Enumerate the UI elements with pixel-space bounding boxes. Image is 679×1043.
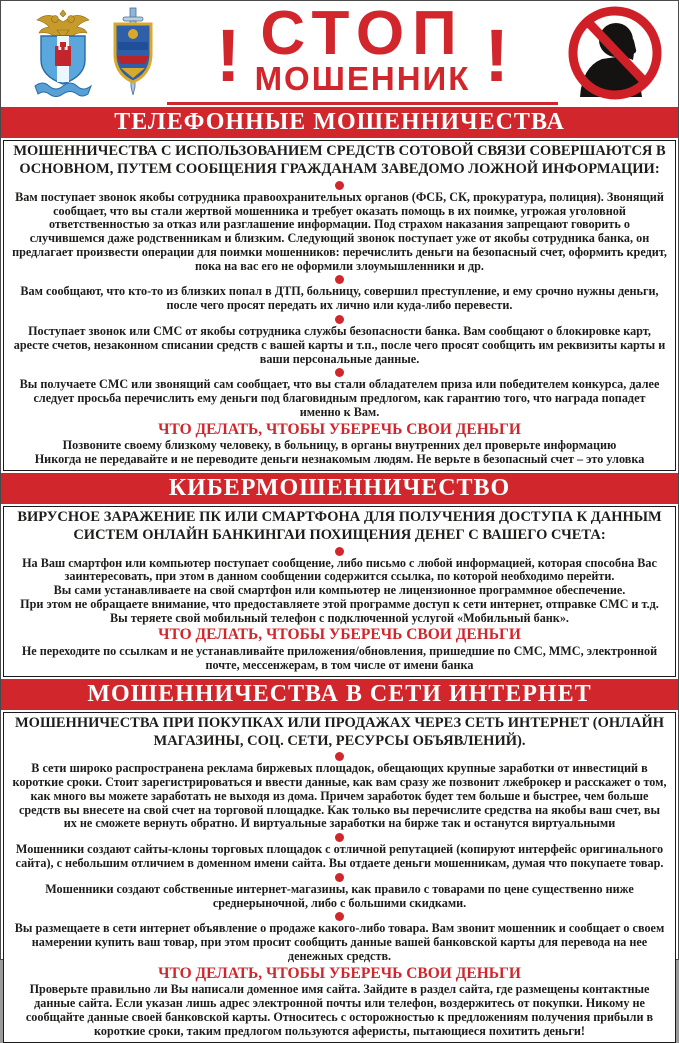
section-cyber — [3, 506, 676, 676]
internet-bullet: В сети широко распространена реклама биржевых площадок, обещающих крупные заработки от инвестиций в короткие сроки. Стоит зарегистрироваться и ввести данные, как вам сразу же позвонит лжеброкер и расскажет о том, как много вы можете заработать не выходя из дома. Причем заработок будет тем больше и быстрее, чем больше средств вы внесете на свой счет на торговой площадке. Как только вы перечислите средства на якобы ваш счет, вы их не сможете вернуть обратно. И виртуальные заработки на бирже так и останутся виртуальными — [12, 761, 667, 831]
bullet-dot — [335, 547, 344, 556]
internet-bullet: Мошенники создают собственные интернет-магазины, как правило с товарами по цене существенно ниже среднерыночной, либо с большими скидками. — [45, 881, 634, 910]
internet-bullet: Мошенники создают сайты-клоны торговых площадок с отличной репутацией (копируют интерфейс оригинального сайта), с небольшим отличием в доменном имени сайта. Вы отдаете деньги мошенникам, думая что покупаете товар. — [15, 842, 664, 871]
emblem-group — [31, 6, 159, 105]
cyber-point: Вы сами устанавливаете на свой смартфон или компьютер не лицензионное программное обеспечение. — [53, 583, 626, 598]
police-emblem-icon — [31, 6, 95, 103]
phone-intro-text: МОШЕННИЧЕСТВА С ИСПОЛЬЗОВАНИЕМ СРЕДСТВ СОТОВОЙ СВЯЗИ СОВЕРШАЮТСЯ В ОСНОВНОМ, ПУТЕМ СООБЩЕНИЯ ГРАЖДАНАМ ЗАВЕДОМО ЛОЖНОЙ ИНФОРМАЦИИ: — [13, 143, 666, 178]
section-internet — [3, 712, 676, 1043]
public-council-emblem-icon — [107, 6, 159, 105]
section-banner-internet: МОШЕННИЧЕСТВА В СЕТИ ИНТЕРНЕТ — [1, 679, 678, 710]
exclamation-right: ! — [484, 13, 510, 97]
phone-bullet: Поступает звонок или СМС от якобы сотрудника службы безопасности банка. Вам сообщают о блокировке карт, аресте счетов, незаконном списании средств с вашей карты и т.п., после чего просят сообщить им реквизиты карты и ваши персональные данные. — [13, 324, 666, 366]
bullet-dot — [335, 368, 344, 377]
section-phone — [3, 140, 676, 470]
cyber-point: При этом не обращаете внимание, что предоставляете этой программе доступ к сети интернет, отправке СМС и т.д. — [20, 596, 659, 611]
cyber-point: Вы теряете свой мобильный телефон с подключенной услугой «Мобильный банк». — [110, 610, 569, 625]
what-to-do-heading: ЧТО ДЕЛАТЬ, ЧТОБЫ УБЕРЕЧЬ СВОИ ДЕНЬГИ — [158, 420, 521, 438]
no-phone-sign-icon — [566, 4, 664, 107]
phone-bullet: Вы получаете СМС или звонящий сам сообщает, что вы стали обладателем приза или победителем конкурса, далее следует просьба перечислить ему деньги под благовидным предлогом, как гарантию того, что награда попадет именно к Вам. — [19, 377, 660, 419]
internet-bullet: Вы размещаете в сети интернет объявление о продаже какого-либо товара. Вам звонит мошенник и сообщает о своем намерении купить ваш товар, при этом просит сообщить данные вашей банковской карты для перевода на нее денежных средств. — [14, 921, 665, 963]
bullet-dot — [335, 181, 344, 190]
section-banner-cyber: КИБЕРМОШЕННИЧЕСТВО — [1, 473, 678, 504]
bullet-dot — [335, 315, 344, 324]
bullet-dot — [335, 752, 344, 761]
internet-advice: Проверьте правильно ли Вы написали доменное имя сайта. Зайдите в раздел сайта, где размещены контактные данные сайта. Если указан лишь адрес электронной почты или телефон, воздержитесь от покупки. Никому не сообщайте данные своей банковской карты. Относитесь с осторожностью к предложениям получения прибыли в короткие сроки, таким предлогом пользуются аферисты, пытающиеся похитить деньги! — [25, 981, 654, 1038]
what-to-do-heading: ЧТО ДЕЛАТЬ, ЧТОБЫ УБЕРЕЧЬ СВОИ ДЕНЬГИ — [158, 626, 521, 644]
phone-advice: Позвоните своему близкому человеку, в больницу, в органы внутренних дел проверьте информацию — [62, 437, 617, 452]
cyber-intro-text: ВИРУСНОЕ ЗАРАЖЕНИЕ ПК ИЛИ СМАРТФОНА ДЛЯ ПОЛУЧЕНИЯ ДОСТУПА К ДАННЫМ СИСТЕМ ОНЛАЙН БАНКИНГАИ ПОХИЩЕНИЯ ДЕНЕГ С ВАШЕГО СЧЕТА: — [17, 509, 662, 543]
cyber-point: На Ваш смартфон или компьютер поступает сообщение, либо письмо с любой информацией, которая способна Вас заинтересовать, при этом в данном сообщении содержится ссылка, по которой необходимо перейти. — [22, 555, 657, 584]
bullet-dot — [335, 833, 344, 842]
section-banner-phone: ТЕЛЕФОННЫЕ МОШЕННИЧЕСТВА — [1, 107, 678, 138]
poster-title-moshennik: МОШЕННИК — [254, 59, 471, 97]
phone-advice: Никогда не передавайте и не переводите деньги незнакомым людям. Не верьте в безопасный счет – это уловка — [34, 451, 645, 466]
poster-header — [1, 1, 678, 105]
bullet-dot — [335, 912, 344, 921]
stop-title-block — [167, 0, 558, 105]
exclamation-left: ! — [215, 13, 241, 97]
cyber-advice: Не переходите по ссылкам и не устанавливайте приложения/обновления, пришедшие по СМС, ММС, электронной почте, мессенжерам, в том числе от имени банка — [21, 643, 658, 672]
phone-bullet: Вам поступает звонок якобы сотрудника правоохранительных органов (ФСБ, СК, прокуратура, полиция). Звонящий сообщает, что вы стали жертвой мошенника и требует оказать помощь в их поимке, угрожая уголовной ответственностью за отказ или разглашение информации. Под страхом наказания запрещают говорить о случившемся даже родственникам и близким. Следующий звонок поступает уже от якобы сотрудника банка, он предлагает произвести операции для поимки мошенников: перечислить деньги на безопасный счет, оформить кредит, пока на вас его не оформили злоумышленники и др. — [12, 189, 667, 273]
what-to-do-heading: ЧТО ДЕЛАТЬ, ЧТОБЫ УБЕРЕЧЬ СВОИ ДЕНЬГИ — [158, 964, 521, 982]
bullet-dot — [335, 873, 344, 882]
phone-bullet: Вам сообщают, что кто-то из близких попал в ДТП, больницу, совершил преступление, и ему срочно нужны деньги, после чего просят передать их лично или куда-либо перевести. — [20, 284, 659, 313]
poster-title-stop: СТОП — [260, 0, 465, 69]
internet-intro-text: МОШЕННИЧЕСТВА ПРИ ПОКУПКАХ ИЛИ ПРОДАЖАХ ЧЕРЕЗ СЕТЬ ИНТЕРНЕТ (ОНЛАЙН МАГАЗИНЫ, СОЦ. СЕТИ, РЕСУРСЫ ОБЪЯВЛЕНИЙ). — [14, 714, 665, 749]
bullet-dot — [335, 275, 344, 284]
